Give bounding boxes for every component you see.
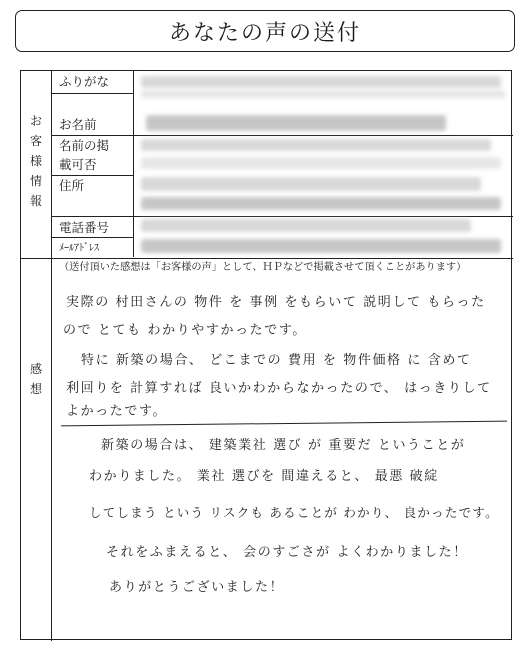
row-line [51,237,133,238]
feedback-line: よかったです。 [66,404,168,419]
feedback-line: ので とても わかりやすかったです。 [63,323,308,338]
feedback-line: それをふまえると、 会のすごさが よくわかりました！ [106,545,468,560]
voice-form [20,70,512,640]
row-line [51,216,513,217]
publication-note: （送付頂いた感想は「お客様の声」として、ＨＰなどで掲載させて頂くことがあります） [59,262,467,273]
furigana-value-redacted [141,76,501,88]
address-value-redacted-2 [141,197,501,210]
row-line [51,135,513,136]
col-divider-side [51,71,52,259]
phone-label: 電話番号 [59,220,110,235]
redaction-band [141,157,501,169]
feedback-line: ありがとうございました！ [109,580,285,595]
name-value-redacted [146,115,446,131]
name-publish-label-line2: 載可否 [59,157,97,172]
row-line [51,93,133,94]
feedback-side-label: 感 想 [29,362,42,396]
feedback-line: 特に 新築の場合、 どこまでの 費用 を 物件価格 に 含めて [81,353,472,368]
phone-value-redacted [141,219,471,232]
redaction-band [141,90,506,98]
name-publish-label-line1: 名前の掲 [59,138,110,153]
feedback-line: 利回りを 計算すれば 良いかわからなかったので、 はっきりして [66,381,492,396]
handwritten-divider [61,421,507,427]
feedback-line: してしまう という リスクも あることが わかり、 良かったです。 [89,505,499,520]
col-divider-label [133,71,134,257]
section-divider [21,258,513,259]
furigana-label: ふりがな [59,74,110,89]
customer-info-side-label: お 客 様 情 報 [29,114,42,208]
feedback-line: 実際の 村田さんの 物件 を 事例 をもらいて 説明して もらった [66,295,486,310]
address-value-redacted [141,177,481,191]
title-box [15,10,515,52]
email-value-redacted [141,239,501,253]
name-label: お名前 [59,117,97,132]
email-label: ﾒｰﾙｱﾄﾞﾚｽ [59,243,99,254]
feedback-line: 新築の場合は、 建築業社 選び が 重要だ ということが [101,438,466,453]
feedback-side-divider [51,259,52,641]
page-title: あなたの声の送付 [168,20,361,46]
publish-value-redacted [141,139,491,151]
address-label: 住所 [59,178,85,193]
row-line [51,175,133,176]
feedback-line: わかりました。 業社 選びを 間違えると、 最悪 破綻 [89,469,439,484]
